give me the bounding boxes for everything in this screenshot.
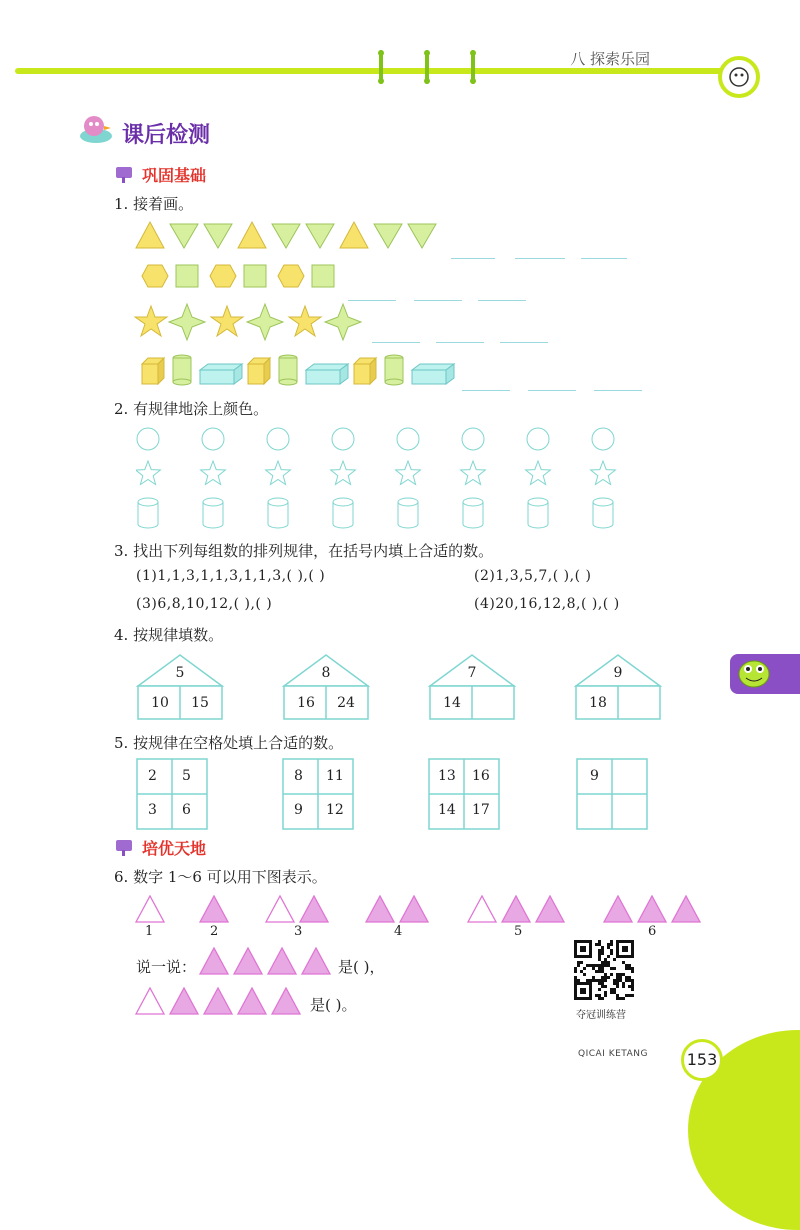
side-tab (730, 654, 800, 694)
footer-brand: QICAI KETANG (578, 1049, 648, 1059)
section-title: 课后检测 (122, 123, 211, 148)
outline-star[interactable] (396, 461, 421, 485)
outline-circle[interactable] (332, 428, 354, 450)
grid-cell: 12 (326, 802, 344, 818)
binder-clip (378, 50, 384, 84)
house-2 (282, 654, 370, 720)
outline-cylinder[interactable] (268, 498, 288, 528)
house-4 (574, 654, 662, 720)
q6-label-4: 4 (394, 924, 403, 939)
grid-cell: 8 (294, 768, 303, 784)
outline-circle[interactable] (137, 428, 159, 450)
say-triangles-2 (134, 986, 310, 1022)
house-left-number: 14 (443, 695, 461, 711)
say-answer-2[interactable]: 是( )。 (310, 996, 357, 1014)
outline-circle[interactable] (397, 428, 419, 450)
q3-item-4[interactable]: (4)20,16,12,8,( ),( ) (474, 596, 620, 612)
grid-cell: 14 (438, 802, 456, 818)
grid-cell: 13 (438, 768, 456, 784)
house-top-number: 8 (321, 665, 331, 681)
q1-blanks-row4[interactable] (462, 376, 642, 395)
sign-icon (114, 838, 136, 860)
chapter-title: 八 探索乐园 (570, 50, 650, 68)
house-left-number: 10 (151, 695, 169, 711)
say-triangles-1 (198, 946, 338, 982)
outline-cylinder[interactable] (333, 498, 353, 528)
question-1: 1. 接着画。 (114, 195, 194, 213)
question-5: 5. 按规律在空格处填上合适的数。 (114, 734, 344, 752)
outline-circle[interactable] (527, 428, 549, 450)
outline-star[interactable] (201, 461, 226, 485)
outline-circle[interactable] (592, 428, 614, 450)
house-left-number: 18 (589, 695, 607, 711)
q1-blanks-row2[interactable] (348, 286, 526, 305)
outline-cylinder[interactable] (528, 498, 548, 528)
outline-circle[interactable] (267, 428, 289, 450)
house-right-number[interactable]: 15 (191, 695, 209, 711)
outline-cylinder[interactable] (593, 498, 613, 528)
outline-star[interactable] (526, 461, 551, 485)
outline-star[interactable] (136, 461, 160, 485)
q6-label-5: 5 (514, 924, 523, 939)
q6-label-1: 1 (145, 924, 154, 939)
house-top-number: 7 (467, 665, 477, 681)
q6-label-2: 2 (210, 924, 219, 939)
grid-cell: 16 (472, 768, 490, 784)
question-6: 6. 数字 1～6 可以用下图表示。 (114, 868, 327, 886)
part-advanced-title: 培优天地 (142, 839, 207, 858)
outline-star[interactable] (331, 461, 356, 485)
outline-cylinder[interactable] (203, 498, 223, 528)
outline-circle[interactable] (202, 428, 224, 450)
grid-cell: 11 (326, 768, 344, 784)
q6-triangle-codes (134, 894, 714, 930)
mascot-icon (718, 56, 760, 98)
page-number: 153 (681, 1039, 723, 1081)
q3-item-1[interactable]: (1)1,1,3,1,1,3,1,1,3,( ),( ) (136, 568, 326, 584)
outline-star[interactable] (461, 461, 486, 485)
q1-blanks-row1[interactable] (451, 244, 627, 263)
q1-pattern-stars (134, 302, 374, 346)
q1-blanks-row3[interactable] (372, 328, 548, 347)
qr-caption: 夺冠训练营 (576, 1010, 626, 1021)
grid-cell: 3 (148, 802, 157, 818)
question-3: 3. 找出下列每组数的排列规律，在括号内填上合适的数。 (114, 542, 494, 560)
q1-pattern-solids (138, 352, 458, 392)
say-answer-1[interactable]: 是( )， (338, 958, 385, 976)
qr-code-icon[interactable] (572, 938, 636, 1006)
q3-item-3[interactable]: (3)6,8,10,12,( ),( ) (136, 596, 273, 612)
question-4: 4. 按规律填数。 (114, 626, 224, 644)
outline-cylinder[interactable] (398, 498, 418, 528)
house-1 (136, 654, 224, 720)
outline-cylinder[interactable] (463, 498, 483, 528)
house-top-number: 5 (175, 665, 185, 681)
house-left-number: 16 (297, 695, 315, 711)
house-right-number[interactable]: 24 (337, 695, 355, 711)
grid-cell: 2 (148, 768, 157, 784)
q3-item-2[interactable]: (2)1,3,5,7,( ),( ) (474, 568, 592, 584)
sign-icon (114, 165, 136, 187)
outline-star[interactable] (266, 461, 291, 485)
house-3 (428, 654, 516, 720)
part-basic-title: 巩固基础 (142, 166, 207, 185)
house-top-number: 9 (613, 665, 623, 681)
bird-mascot-icon (76, 112, 118, 154)
q6-label-3: 3 (294, 924, 303, 939)
outline-star[interactable] (591, 461, 616, 485)
outline-cylinder[interactable] (138, 498, 158, 528)
q2-coloring-grid[interactable] (136, 426, 626, 538)
binder-clip (470, 50, 476, 84)
q1-pattern-hexagons (136, 262, 356, 296)
q6-label-6: 6 (648, 924, 657, 939)
question-2: 2. 有规律地涂上颜色。 (114, 400, 269, 418)
outline-circle[interactable] (462, 428, 484, 450)
grid-cell: 6 (182, 802, 191, 818)
binder-clip (424, 50, 430, 84)
grid-cell: 9 (294, 802, 303, 818)
grid-cell: 5 (182, 768, 191, 784)
grid-cell: 9 (590, 768, 599, 784)
grid-cell: 17 (472, 802, 490, 818)
say-prefix: 说一说： (136, 958, 197, 976)
